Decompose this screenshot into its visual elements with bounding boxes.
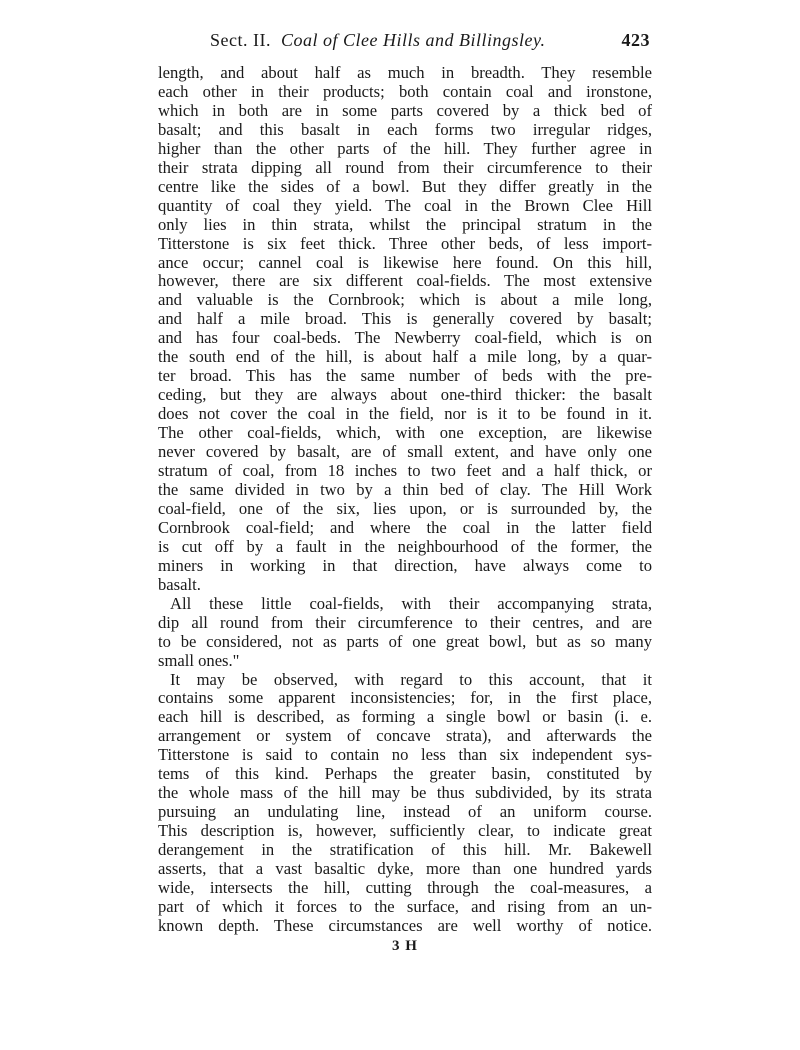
text-line: miners in working in that direction, have always come to <box>158 555 652 575</box>
text-line: ter broad. This has the same number of beds with the pre- <box>158 366 652 386</box>
text-line: ance occur; cannel coal is likewise here found. On this hill, <box>158 252 652 272</box>
text-line: contains some apparent inconsistencies; for, in the first place, <box>158 688 652 708</box>
text-line: quantity of coal they yield. The coal in the Brown Clee Hill <box>158 195 652 215</box>
signature-mark: 3 H <box>392 937 418 954</box>
text-line: the same divided in two by a thin bed of clay. The Hill Work <box>158 479 652 499</box>
section-label: Sect. II. <box>210 30 271 50</box>
text-line: never covered by basalt, are of small extent, and have only one <box>158 442 652 462</box>
text-line: the whole mass of the hill may be thus subdivided, by its strata <box>158 783 652 803</box>
text-line: Titterstone is six feet thick. Three other beds, of less import- <box>158 233 652 253</box>
text-line: derangement in the stratification of this hill. Mr. Bakewell <box>158 840 652 860</box>
text-line: small ones." <box>158 650 240 670</box>
body-text <box>158 64 652 936</box>
text-line: which in both are in some parts covered by a thick bed of <box>158 100 652 120</box>
text-line: basalt; and this basalt in each forms two irregular ridges, <box>158 119 652 139</box>
text-line: only lies in thin strata, whilst the principal stratum in the <box>158 214 652 234</box>
text-line: This description is, however, sufficiently clear, to indicate great <box>158 821 652 841</box>
text-line: wide, intersects the hill, cutting through the coal-measures, a <box>158 877 652 897</box>
text-line: centre like the sides of a bowl. But they differ greatly in the <box>158 176 652 196</box>
running-title <box>210 30 545 51</box>
text-line: the south end of the hill, is about half a mile long, by a quar- <box>158 347 652 367</box>
text-line: All these little coal-fields, with their accompanying strata, <box>170 593 652 613</box>
text-line: Cornbrook coal-field; and where the coal in the latter field <box>158 517 652 537</box>
text-line: asserts, that a vast basaltic dyke, more than one hundred yards <box>158 859 652 879</box>
text-line: and half a mile broad. This is generally covered by basalt; <box>158 309 652 329</box>
page-number: 423 <box>621 30 650 50</box>
text-line: does not cover the coal in the field, nor is it to be found in it. <box>158 404 652 424</box>
text-line: to be considered, not as parts of one great bowl, but as so many <box>158 631 652 651</box>
text-line: is cut off by a fault in the neighbourhood of the former, the <box>158 536 652 556</box>
text-line: and has four coal-beds. The Newberry coal-field, which is on <box>158 328 652 348</box>
text-line: and valuable is the Cornbrook; which is about a mile long, <box>158 290 652 310</box>
text-line: ceding, but they are always about one-third thicker: the basalt <box>158 385 652 405</box>
text-line: their strata dipping all round from their circumference to their <box>158 157 652 177</box>
text-line: arrangement or system of concave strata), and afterwards the <box>158 726 652 746</box>
text-line: length, and about half as much in breadth. They resemble <box>158 63 652 82</box>
text-line: The other coal-fields, which, with one exception, are likewise <box>158 423 652 443</box>
text-line: tems of this kind. Perhaps the greater basin, constituted by <box>158 764 652 784</box>
text-line: known depth. These circumstances are well worthy of notice. <box>158 915 652 935</box>
section-title: Coal of Clee Hills and Billingsley. <box>280 30 546 50</box>
text-line: coal-field, one of the six, lies upon, or is surrounded by, the <box>158 498 652 518</box>
text-line: Titterstone is said to contain no less than six independent sys- <box>158 745 652 765</box>
text-line: It may be observed, with regard to this account, that it <box>170 669 652 689</box>
text-line: each hill is described, as forming a single bowl or basin (i. e. <box>158 707 652 727</box>
text-line: part of which it forces to the surface, and rising from an un- <box>158 896 652 916</box>
text-line: each other in their products; both contain coal and ironstone, <box>158 81 652 101</box>
text-line: pursuing an undulating line, instead of an uniform course. <box>158 802 652 822</box>
text-line: however, there are six different coal-fields. The most extensive <box>158 271 652 291</box>
text-line: stratum of coal, from 18 inches to two feet and a half thick, or <box>158 461 652 481</box>
text-line: higher than the other parts of the hill. They further agree in <box>158 138 652 158</box>
text-line: basalt. <box>158 574 201 594</box>
book-page <box>158 30 652 955</box>
text-line: dip all round from their circumference to their centres, and are <box>158 612 652 632</box>
running-head <box>158 30 652 64</box>
